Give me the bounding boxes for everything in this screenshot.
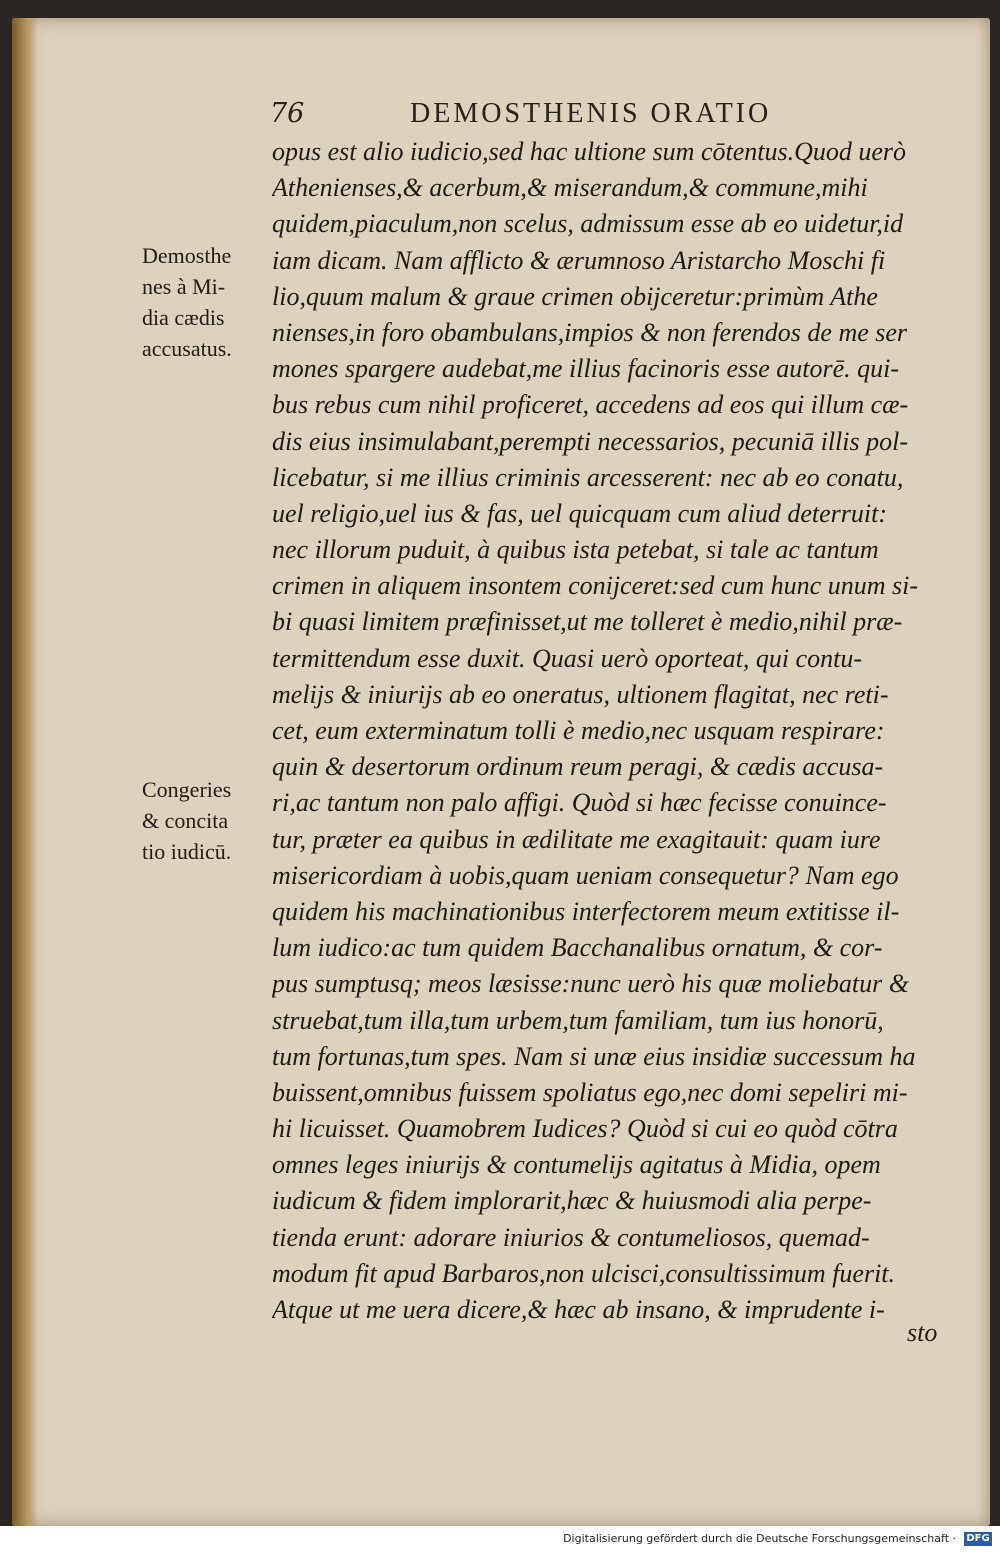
text-line: dis eius insimulabant,perempti necessarios, pecuniā illis pol- [272,426,908,456]
text-line: quidem,piaculum,non scelus, admissum esse ab eo uidetur,id [272,209,904,239]
text-line: cet, eum exterminatum tolli è medio,nec usquam respirare: [272,716,885,745]
dfg-logo-icon: DFG [964,1532,992,1546]
text-line: buissent,omnibus fuissem spoliatus ego,nec domi sepeliri mi- [272,1077,908,1107]
text-line: lum iudico:ac tum quidem Bacchanalibus ornatum, & cor- [272,933,883,963]
text-line: iudicum & fidem implorarit,hæc & huiusmodi alia perpe- [272,1186,872,1216]
margin-note-demosthenes [142,240,270,364]
body-text [272,134,932,1328]
text-line: modum fit apud Barbaros,non ulcisci,consultissimum fuerit. [272,1258,896,1288]
text-line: Atque ut me uera dicere,& hæc ab insano, & imprudente i- [272,1295,885,1324]
text-line: bus rebus cum nihil proficeret, accedens ad eos qui illum cæ- [272,390,909,420]
text-line: quin & desertorum ordinum reum peragi, & cædis accusa- [272,752,884,782]
footer-bar [0,1526,1000,1554]
funding-notice: Digitalisierung gefördert durch die Deutsche Forschungsgemeinschaft · [563,1532,956,1545]
text-line: ri,ac tantum non palo affigi. Quòd si hæc fecisse conuince- [272,788,887,818]
running-title: DEMOSTHENIS ORATIO [410,98,772,129]
text-line: nec illorum puduit, à quibus ista petebat, si tale ac tantum [272,535,879,565]
margin-note-line: tio iudicū. [142,839,232,864]
margin-note-line: dia cædis [142,305,225,330]
text-line: struebat,tum illa,tum urbem,tum familiam, tum ius honorū, [272,1005,884,1035]
margin-note-line: & concita [142,808,229,833]
text-line: iam dicam. Nam afflicto & ærumnoso Aristarcho Moschi fi [272,245,886,275]
catchword: sto [907,1318,938,1347]
text-line: nienses,in foro obambulans,impios & non ferendos de me ser [272,317,908,347]
text-line: tum fortunas,tum spes. Nam si unæ eius insidiæ successum ha [272,1041,916,1071]
text-line: opus est alio iudicio,sed hac ultione sum cōtentus.Quod uerò [272,137,907,166]
text-line: Athenienses,& acerbum,& miserandum,& commune,mihi [272,173,868,203]
margin-note-line: nes à Mi- [142,274,226,299]
margin-note-line: accusatus. [142,336,232,361]
margin-note-congeries [142,774,270,867]
text-line: melijs & iniurijs ab eo oneratus, ultionem flagitat, nec reti- [272,679,889,709]
text-line: mones spargere audebat,me illius facinoris esse autorē. qui- [272,354,900,384]
text-line: pus sumptusq; meos læsisse:nunc uerò his quæ moliebatur & [272,969,909,999]
text-line: tienda erunt: adorare iniurios & contumeliosos, quemad- [272,1222,870,1252]
text-line: tur, præter ea quibus in ædilitate me exagitauit: quam iure [272,824,881,854]
text-line: misericordiam à uobis,quam ueniam consequetur? Nam ego [272,860,899,890]
margin-note-line: Congeries [142,777,232,802]
margin-note-line: Demosthe [142,243,232,268]
book-page [12,18,990,1526]
text-line: lio,quum malum & graue crimen obijceretur:primùm Athe [272,281,878,311]
page-number: 76 [270,98,305,129]
text-line: uel religio,uel ius & fas, uel quicquam cum aliud deterruit: [272,498,888,528]
book-spine-shadow [12,18,38,1526]
text-line: bi quasi limitem præfinisset,ut me tolleret è medio,nihil præ- [272,607,903,637]
text-line: quidem his machinationibus interfectorem meum extitisse il- [272,896,900,926]
page-header [264,94,844,134]
text-line: termittendum esse duxit. Quasi uerò oporteat, qui contu- [272,643,862,673]
text-line: licebatur, si me illius criminis arcesserent: nec ab eo conatu, [272,462,904,492]
text-line: hi licuisset. Quamobrem Iudices? Quòd si cui eo quòd cōtra [272,1114,898,1144]
text-line: omnes leges iniurijs & contumelijs agitatus à Midia, opem [272,1150,881,1180]
text-line: crimen in aliquem insontem conijceret:sed cum hunc unum si- [272,571,919,601]
